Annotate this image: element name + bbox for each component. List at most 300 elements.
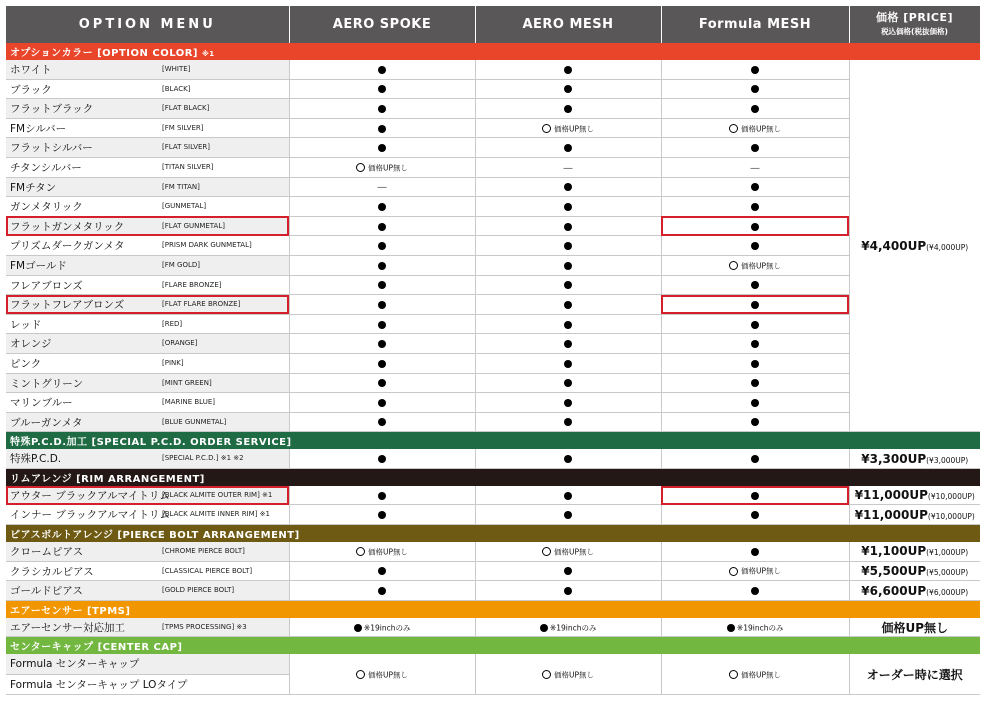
option-name-en: [MARINE BLUE] bbox=[162, 398, 216, 407]
option-name-en: [FLAT FLARE BRONZE] bbox=[162, 300, 241, 309]
option-name-cell bbox=[6, 486, 289, 505]
option-name-ja: ガンメタリック bbox=[10, 201, 83, 214]
option-color-row bbox=[6, 177, 980, 197]
price-sub-value: (¥6,000UP) bbox=[926, 587, 969, 597]
option-name-cell bbox=[6, 275, 289, 295]
price-value: ¥1,100UP bbox=[861, 544, 927, 559]
option-name-en: [GOLD PIERCE BOLT] bbox=[162, 586, 235, 595]
available-dot-icon bbox=[378, 125, 386, 133]
option-name-cell bbox=[6, 177, 289, 197]
option-name-ja: 特殊P.C.D. bbox=[10, 453, 62, 466]
section-title: 特殊P.C.D.加工 [SPECIAL P.C.D. ORDER SERVICE] bbox=[6, 432, 980, 450]
option-name-cell bbox=[6, 138, 289, 158]
available-dot-icon bbox=[564, 223, 572, 231]
availability-cell bbox=[289, 177, 475, 197]
availability-cell bbox=[289, 486, 475, 505]
available-dot-icon bbox=[751, 203, 759, 211]
available-dot-icon bbox=[378, 567, 386, 575]
availability-cell bbox=[289, 295, 475, 315]
option-name-cell bbox=[6, 373, 289, 393]
availability-cell bbox=[661, 353, 849, 373]
option-name-ja: アウター ブラックアルマイトリム bbox=[10, 489, 170, 502]
price-value: ¥3,300UP bbox=[861, 451, 927, 466]
option-color-row bbox=[6, 393, 980, 413]
availability-cell bbox=[661, 334, 849, 354]
price-value: ¥6,600UP bbox=[861, 583, 927, 598]
no-price-up-circle-icon bbox=[729, 124, 738, 133]
rim-arrangement-row bbox=[6, 505, 980, 525]
header-price-sub: 税込価格(税抜価格) bbox=[881, 26, 948, 36]
available-dot-icon bbox=[378, 105, 386, 113]
available-dot-icon bbox=[378, 281, 386, 289]
price-cell bbox=[849, 581, 980, 601]
option-name-cell bbox=[6, 334, 289, 354]
no-price-up-label: 価格UP無し bbox=[367, 547, 408, 557]
availability-cell bbox=[289, 334, 475, 354]
tpms-row bbox=[6, 618, 980, 637]
availability-cell bbox=[661, 412, 849, 432]
availability-cell bbox=[661, 314, 849, 334]
availability-cell bbox=[289, 373, 475, 393]
available-dot-icon bbox=[751, 511, 759, 519]
available-dot-icon bbox=[751, 183, 759, 191]
center-cap-row bbox=[6, 654, 980, 674]
option-name-cell bbox=[6, 353, 289, 373]
availability-cell bbox=[475, 60, 661, 79]
available-dot-icon bbox=[564, 587, 572, 595]
available-dot-icon bbox=[751, 587, 759, 595]
option-color-row bbox=[6, 99, 980, 119]
availability-cell bbox=[661, 654, 849, 695]
price-value: ¥11,000UP bbox=[854, 488, 928, 503]
available-dot-icon bbox=[564, 85, 572, 93]
section-rim-arrangement bbox=[6, 468, 980, 486]
option-name-ja: フラットブラック bbox=[10, 103, 94, 116]
availability-cell bbox=[475, 157, 661, 177]
header-aero-mesh: AERO MESH bbox=[475, 6, 661, 43]
available-dot-icon bbox=[378, 399, 386, 407]
availability-cell bbox=[289, 275, 475, 295]
availability-cell bbox=[661, 373, 849, 393]
not-available-dash: — bbox=[563, 162, 573, 174]
available-dot-icon bbox=[378, 511, 386, 519]
availability-cell bbox=[475, 79, 661, 99]
option-name-en: [PRISM DARK GUNMETAL] bbox=[162, 241, 252, 250]
no-price-up-label: 価格UP無し bbox=[553, 124, 594, 134]
option-color-row bbox=[6, 353, 980, 373]
option-name-ja: オレンジ bbox=[10, 338, 52, 351]
available-dot-icon bbox=[564, 399, 572, 407]
availability-cell bbox=[661, 177, 849, 197]
available-dot-icon bbox=[378, 203, 386, 211]
price-cell bbox=[849, 449, 980, 468]
no-price-up-circle-icon bbox=[356, 670, 365, 679]
no-price-up-circle-icon bbox=[542, 124, 551, 133]
option-name-cell bbox=[6, 118, 289, 138]
availability-cell bbox=[475, 314, 661, 334]
inch19-only-label: ※19inchのみ bbox=[734, 623, 784, 633]
option-name-cell bbox=[6, 314, 289, 334]
inch19-only-label: ※19inchのみ bbox=[547, 623, 597, 633]
availability-cell bbox=[475, 295, 661, 315]
pierce-bolt-row bbox=[6, 542, 980, 561]
availability-cell bbox=[475, 618, 661, 637]
section-center-cap bbox=[6, 637, 980, 655]
option-name-cell bbox=[6, 216, 289, 236]
option-name-en: [BLACK] bbox=[162, 84, 191, 93]
pierce-bolt-row bbox=[6, 581, 980, 601]
option-name-cell bbox=[6, 581, 289, 601]
option-color-row bbox=[6, 138, 980, 158]
availability-cell bbox=[475, 393, 661, 413]
availability-cell bbox=[475, 138, 661, 158]
price-sub-value: (¥5,000UP) bbox=[926, 567, 969, 577]
option-name-ja: フラットフレアブロンズ bbox=[10, 299, 125, 312]
option-name-en: [FM SILVER] bbox=[162, 123, 204, 132]
option-name-ja: ピンク bbox=[10, 357, 42, 370]
availability-cell bbox=[475, 275, 661, 295]
option-name-en: [TPMS PROCESSING] ※3 bbox=[162, 622, 247, 631]
availability-cell bbox=[661, 393, 849, 413]
option-color-row bbox=[6, 314, 980, 334]
option-name-ja: クラシカルピアス bbox=[10, 565, 94, 578]
availability-cell bbox=[289, 314, 475, 334]
availability-cell bbox=[475, 581, 661, 601]
option-name-en: [MINT GREEN] bbox=[162, 378, 212, 387]
option-name-en: [BLUE GUNMETAL] bbox=[162, 417, 227, 426]
available-dot-icon bbox=[378, 587, 386, 595]
availability-cell bbox=[475, 373, 661, 393]
available-dot-icon bbox=[354, 624, 362, 632]
price-cell bbox=[849, 505, 980, 525]
availability-cell bbox=[661, 561, 849, 581]
available-dot-icon bbox=[564, 183, 572, 191]
available-dot-icon bbox=[751, 379, 759, 387]
no-price-up-circle-icon bbox=[542, 670, 551, 679]
available-dot-icon bbox=[378, 242, 386, 250]
availability-cell bbox=[289, 581, 475, 601]
available-dot-icon bbox=[564, 567, 572, 575]
availability-cell bbox=[289, 618, 475, 637]
availability-cell bbox=[289, 412, 475, 432]
availability-cell bbox=[661, 157, 849, 177]
available-dot-icon bbox=[751, 223, 759, 231]
available-dot-icon bbox=[378, 340, 386, 348]
available-dot-icon bbox=[564, 511, 572, 519]
option-color-row bbox=[6, 236, 980, 256]
availability-cell bbox=[661, 505, 849, 525]
header-formula-mesh: Formula MESH bbox=[661, 6, 849, 43]
price-value: 価格UP無し bbox=[881, 620, 949, 635]
option-name-cell bbox=[6, 412, 289, 432]
option-name-cell bbox=[6, 618, 289, 637]
available-dot-icon bbox=[751, 340, 759, 348]
option-name-en: [FLAT GUNMETAL] bbox=[162, 221, 225, 230]
section-note: ※1 bbox=[202, 50, 215, 58]
availability-cell bbox=[475, 654, 661, 695]
available-dot-icon bbox=[564, 418, 572, 426]
availability-cell bbox=[475, 236, 661, 256]
available-dot-icon bbox=[564, 203, 572, 211]
availability-cell bbox=[289, 99, 475, 119]
rim-arrangement-row bbox=[6, 486, 980, 505]
availability-cell bbox=[289, 449, 475, 468]
availability-cell bbox=[475, 412, 661, 432]
available-dot-icon bbox=[751, 281, 759, 289]
option-name-cell bbox=[6, 255, 289, 275]
price-value: オーダー時に選択 bbox=[866, 667, 963, 682]
price-sub-value: (¥10,000UP) bbox=[927, 492, 975, 502]
section-title: リムアレンジ [RIM ARRANGEMENT] bbox=[6, 468, 980, 486]
available-dot-icon bbox=[751, 85, 759, 93]
availability-cell bbox=[289, 216, 475, 236]
header-price-title: 価格 [PRICE] bbox=[875, 10, 954, 24]
availability-cell bbox=[661, 197, 849, 217]
option-color-row bbox=[6, 157, 980, 177]
available-dot-icon bbox=[751, 455, 759, 463]
option-name-ja: Formula センターキャップ LOタイプ bbox=[10, 678, 188, 691]
available-dot-icon bbox=[751, 66, 759, 74]
option-name-ja: Formula センターキャップ bbox=[10, 658, 140, 671]
option-name-ja: フラットガンメタリック bbox=[10, 220, 125, 233]
option-name-cell bbox=[6, 236, 289, 256]
not-available-dash: — bbox=[377, 182, 387, 194]
available-dot-icon bbox=[751, 548, 759, 556]
option-name-en: [FM GOLD] bbox=[162, 260, 200, 269]
header-row bbox=[6, 6, 980, 43]
option-name-cell bbox=[6, 674, 289, 695]
section-title: オプションカラー [OPTION COLOR] bbox=[10, 48, 199, 59]
section-pierce-bolt bbox=[6, 525, 980, 543]
available-dot-icon bbox=[727, 624, 735, 632]
pierce-bolt-row bbox=[6, 561, 980, 581]
availability-cell bbox=[289, 236, 475, 256]
no-price-up-label: 価格UP無し bbox=[740, 261, 781, 271]
option-color-row bbox=[6, 79, 980, 99]
availability-cell bbox=[475, 449, 661, 468]
option-name-en: [SPECIAL P.C.D.] ※1 ※2 bbox=[162, 454, 244, 463]
option-name-en: [FLAT BLACK] bbox=[162, 104, 210, 113]
available-dot-icon bbox=[751, 105, 759, 113]
option-menu-table-wrapper bbox=[6, 6, 980, 695]
price-cell bbox=[849, 618, 980, 637]
available-dot-icon bbox=[751, 242, 759, 250]
available-dot-icon bbox=[378, 418, 386, 426]
availability-cell bbox=[289, 561, 475, 581]
option-name-cell bbox=[6, 197, 289, 217]
option-name-ja: ミントグリーン bbox=[10, 377, 84, 390]
no-price-up-circle-icon bbox=[729, 261, 738, 270]
option-color-row bbox=[6, 197, 980, 217]
price-sub-value: (¥3,000UP) bbox=[926, 455, 969, 465]
option-color-row bbox=[6, 412, 980, 432]
price-value: ¥4,400UP bbox=[861, 238, 927, 253]
available-dot-icon bbox=[751, 399, 759, 407]
availability-cell bbox=[289, 542, 475, 561]
section-tpms bbox=[6, 600, 980, 618]
availability-cell bbox=[661, 216, 849, 236]
available-dot-icon bbox=[564, 321, 572, 329]
option-color-row bbox=[6, 255, 980, 275]
option-name-ja: FMシルバー bbox=[10, 122, 67, 135]
available-dot-icon bbox=[564, 455, 572, 463]
availability-cell bbox=[661, 275, 849, 295]
section-special-pcd bbox=[6, 432, 980, 450]
option-color-row bbox=[6, 295, 980, 315]
availability-cell bbox=[475, 486, 661, 505]
available-dot-icon bbox=[751, 418, 759, 426]
available-dot-icon bbox=[564, 360, 572, 368]
option-name-ja: ブラック bbox=[10, 83, 52, 96]
available-dot-icon bbox=[378, 492, 386, 500]
section-option-color bbox=[6, 43, 980, 60]
option-name-en: [CHROME PIERCE BOLT] bbox=[162, 547, 245, 556]
available-dot-icon bbox=[564, 242, 572, 250]
availability-cell bbox=[289, 255, 475, 275]
option-name-en: [ORANGE] bbox=[162, 339, 198, 348]
available-dot-icon bbox=[378, 360, 386, 368]
option-name-ja: ゴールドピアス bbox=[10, 585, 83, 598]
no-price-up-label: 価格UP無し bbox=[367, 163, 408, 173]
available-dot-icon bbox=[378, 223, 386, 231]
option-name-cell bbox=[6, 654, 289, 674]
available-dot-icon bbox=[378, 262, 386, 270]
availability-cell bbox=[289, 157, 475, 177]
availability-cell bbox=[475, 542, 661, 561]
option-color-row bbox=[6, 334, 980, 354]
option-name-cell bbox=[6, 60, 289, 79]
available-dot-icon bbox=[751, 492, 759, 500]
option-name-ja: ホワイト bbox=[10, 64, 52, 76]
availability-cell bbox=[475, 353, 661, 373]
header-aero-spoke: AERO SPOKE bbox=[289, 6, 475, 43]
price-sub-value: (¥1,000UP) bbox=[926, 548, 969, 558]
available-dot-icon bbox=[564, 340, 572, 348]
availability-cell bbox=[289, 79, 475, 99]
option-color-row bbox=[6, 373, 980, 393]
option-color-row bbox=[6, 216, 980, 236]
option-name-en: [BLACK ALMITE OUTER RIM] ※1 bbox=[162, 490, 273, 499]
price-value: ¥11,000UP bbox=[854, 507, 928, 522]
available-dot-icon bbox=[751, 321, 759, 329]
available-dot-icon bbox=[751, 301, 759, 309]
option-name-ja: チタンシルバー bbox=[10, 161, 82, 174]
available-dot-icon bbox=[564, 105, 572, 113]
option-name-ja: FMゴールド bbox=[10, 259, 67, 272]
special-pcd-row bbox=[6, 449, 980, 468]
availability-cell bbox=[475, 197, 661, 217]
option-name-en: [FLARE BRONZE] bbox=[162, 280, 222, 289]
price-cell bbox=[849, 654, 980, 695]
option-name-cell bbox=[6, 79, 289, 99]
availability-cell bbox=[475, 216, 661, 236]
option-color-row bbox=[6, 118, 980, 138]
option-name-en: [FM TITAN] bbox=[162, 182, 200, 191]
option-name-en: [FLAT SILVER] bbox=[162, 143, 211, 152]
no-price-up-label: 価格UP無し bbox=[740, 124, 781, 134]
availability-cell bbox=[475, 505, 661, 525]
no-price-up-label: 価格UP無し bbox=[553, 670, 594, 680]
no-price-up-circle-icon bbox=[729, 567, 738, 576]
option-name-en: [PINK] bbox=[162, 358, 184, 367]
availability-cell bbox=[475, 177, 661, 197]
option-name-en: [BLACK ALMITE INNER RIM] ※1 bbox=[162, 510, 270, 519]
no-price-up-circle-icon bbox=[542, 547, 551, 556]
availability-cell bbox=[661, 581, 849, 601]
option-name-cell bbox=[6, 449, 289, 468]
availability-cell bbox=[661, 618, 849, 637]
option-name-ja: FMチタン bbox=[10, 181, 57, 194]
section-title: センターキャップ [CENTER CAP] bbox=[6, 637, 980, 655]
option-name-en: [GUNMETAL] bbox=[162, 202, 207, 211]
option-name-ja: フレアブロンズ bbox=[10, 279, 83, 292]
available-dot-icon bbox=[564, 492, 572, 500]
inch19-only-label: ※19inchのみ bbox=[361, 623, 411, 633]
availability-cell bbox=[289, 393, 475, 413]
price-cell bbox=[849, 486, 980, 505]
availability-cell bbox=[661, 138, 849, 158]
option-name-en: [CLASSICAL PIERCE BOLT] bbox=[162, 566, 253, 575]
availability-cell bbox=[661, 79, 849, 99]
price-sub-value: (¥4,000UP) bbox=[926, 242, 969, 252]
available-dot-icon bbox=[751, 360, 759, 368]
option-name-cell bbox=[6, 561, 289, 581]
option-name-cell bbox=[6, 505, 289, 525]
no-price-up-circle-icon bbox=[356, 163, 365, 172]
availability-cell bbox=[475, 334, 661, 354]
option-menu-table bbox=[6, 6, 981, 695]
option-name-cell bbox=[6, 295, 289, 315]
option-name-ja: インナー ブラックアルマイトリム bbox=[10, 509, 170, 522]
header-option-menu: OPTION MENU bbox=[6, 6, 289, 43]
no-price-up-circle-icon bbox=[356, 547, 365, 556]
availability-cell bbox=[475, 99, 661, 119]
option-name-cell bbox=[6, 542, 289, 561]
no-price-up-label: 価格UP無し bbox=[553, 547, 594, 557]
availability-cell bbox=[289, 505, 475, 525]
available-dot-icon bbox=[378, 455, 386, 463]
available-dot-icon bbox=[751, 144, 759, 152]
price-value: ¥5,500UP bbox=[861, 563, 927, 578]
availability-cell bbox=[661, 486, 849, 505]
option-name-cell bbox=[6, 157, 289, 177]
availability-cell bbox=[475, 118, 661, 138]
availability-cell bbox=[661, 118, 849, 138]
availability-cell bbox=[475, 561, 661, 581]
available-dot-icon bbox=[564, 262, 572, 270]
availability-cell bbox=[289, 197, 475, 217]
availability-cell bbox=[289, 353, 475, 373]
availability-cell bbox=[289, 654, 475, 695]
price-cell bbox=[849, 542, 980, 561]
available-dot-icon bbox=[378, 379, 386, 387]
availability-cell bbox=[661, 60, 849, 79]
price-sub-value: (¥10,000UP) bbox=[927, 511, 975, 521]
available-dot-icon bbox=[564, 281, 572, 289]
option-color-row bbox=[6, 60, 980, 79]
availability-cell bbox=[661, 449, 849, 468]
option-name-ja: フラットシルバー bbox=[10, 142, 93, 155]
available-dot-icon bbox=[378, 144, 386, 152]
no-price-up-circle-icon bbox=[729, 670, 738, 679]
option-name-ja: ブルーガンメタ bbox=[10, 416, 83, 429]
option-name-en: [TITAN SILVER] bbox=[162, 162, 214, 171]
availability-cell bbox=[661, 99, 849, 119]
availability-cell bbox=[289, 118, 475, 138]
available-dot-icon bbox=[564, 379, 572, 387]
price-cell bbox=[849, 60, 980, 432]
not-available-dash: — bbox=[750, 162, 760, 174]
